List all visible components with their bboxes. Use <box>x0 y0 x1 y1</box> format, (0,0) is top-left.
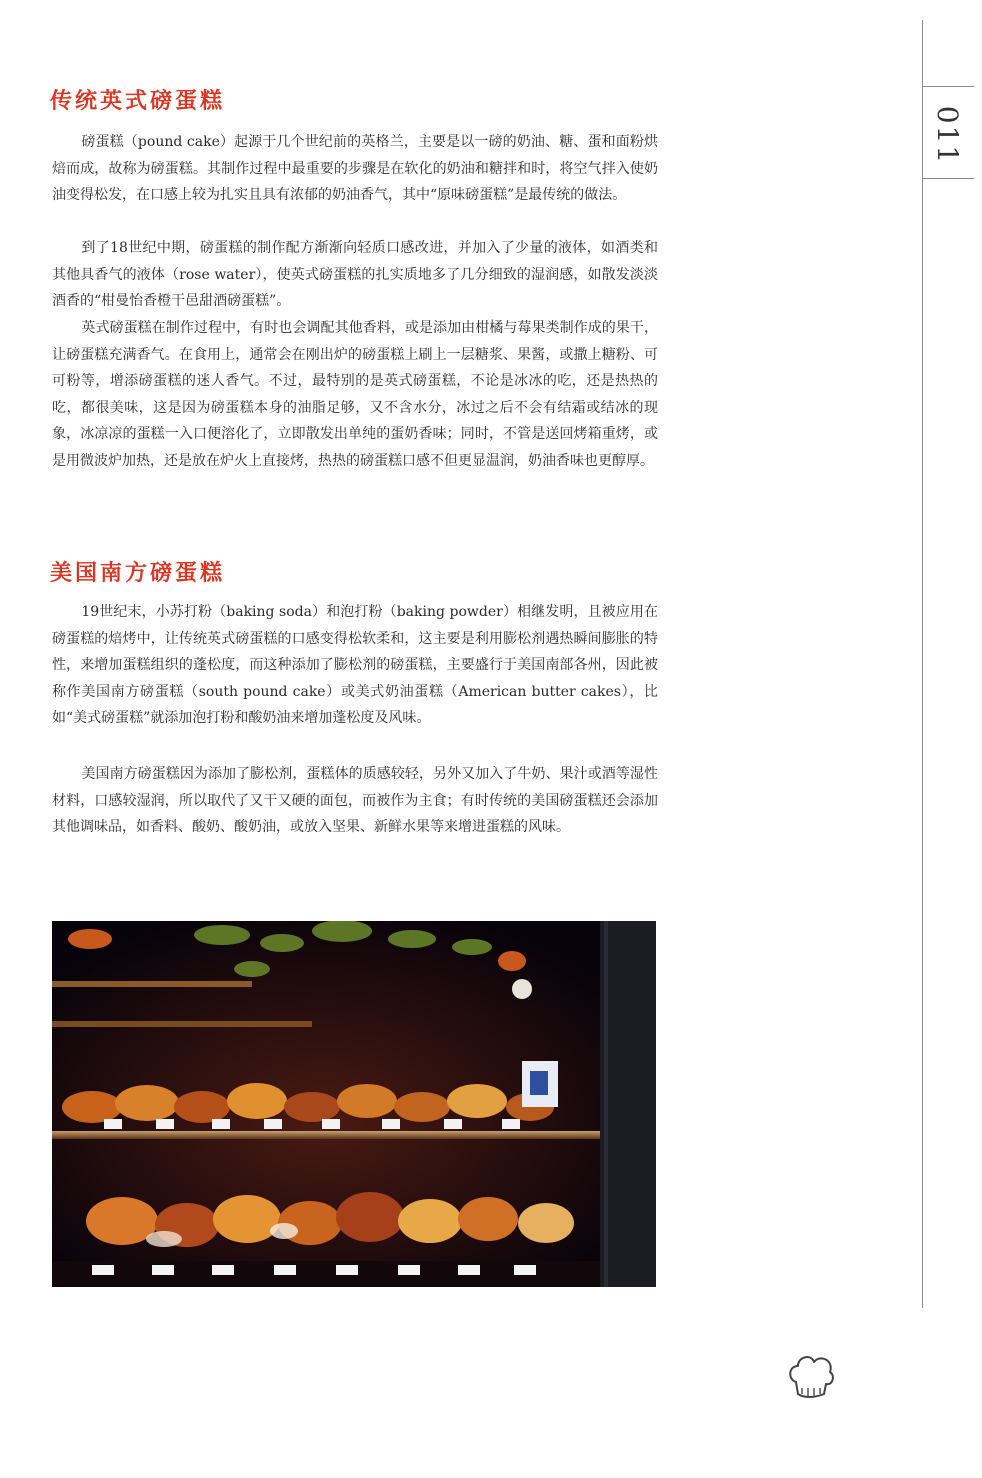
paragraph-4: 19世纪末，小苏打粉（baking soda）和泡打粉（baking powder）相继发明，且被应用在磅蛋糕的焙烤中，让传统英式磅蛋糕的口感变得松软柔和，这主要是利用膨松剂遇热瞬间膨胀的特性，来增加蛋糕组织的蓬松度，而这种添加了膨松剂的磅蛋糕，主要盛行于美国南部各州，因此被称作美国南方磅蛋糕（south pound cake）或美式奶油蛋糕（American butter cakes），比如“美式磅蛋糕”就添加泡打粉和酸奶油来增加蓬松度及风味。 <box>52 604 658 727</box>
paragraph-1: 磅蛋糕（pound cake）起源于几个世纪前的英格兰，主要是以一磅的奶油、糖、蛋和面粉烘焙而成，故称为磅蛋糕。其制作过程中最重要的步骤是在软化的奶油和糖拌和时，将空气拌入使奶油变得松发，在口感上较为扎实且具有浓郁的奶油香气，其中“原味磅蛋糕”是最传统的做法。 <box>52 134 658 204</box>
paragraph-3: 英式磅蛋糕在制作过程中，有时也会调配其他香料，或是添加由柑橘与莓果类制作成的果干，让磅蛋糕充满香气。在食用上，通常会在刚出炉的磅蛋糕上刷上一层糖浆、果酱，或撒上糖粉、可可粉等，增添磅蛋糕的迷人香气。不过，最特别的是英式磅蛋糕，不论是冰冰的吃，还是热热的吃，都很美味，这是因为磅蛋糕本身的油脂足够，又不含水分，冰过之后不会有结霜或结冰的现象，冰凉凉的蛋糕一入口便溶化了，立即散发出单纯的蛋奶香味；同时，不管是送回烤箱重烤，或是用微波炉加热，还是放在炉火上直接烤，热热的磅蛋糕口感不但更显温润，奶油香味也更醇厚。 <box>52 320 658 469</box>
section-title-traditional-english: 传统英式磅蛋糕 <box>50 89 226 114</box>
section-title-american-southern: 美国南方磅蛋糕 <box>50 561 226 586</box>
margin-rule-bottom <box>922 178 974 179</box>
bakery-window-photo <box>52 921 656 1287</box>
paragraph-2: 到了18世纪中期，磅蛋糕的制作配方渐渐向轻质口感改进，并加入了少量的液体，如酒类和其他具香气的液体（rose water），使英式磅蛋糕的扎实质地多了几分细致的湿润感，如散发淡淡酒香的“柑曼怡香橙干邑甜酒磅蛋糕”。 <box>52 240 658 310</box>
paragraph-5: 美国南方磅蛋糕因为添加了膨松剂，蛋糕体的质感较轻，另外又加入了牛奶、果汁或酒等湿性材料，口感较湿润，所以取代了又干又硬的面包，而被作为主食；有时传统的美国磅蛋糕还会添加其他调味品，如香料、酸奶、酸奶油，或放入坚果、新鲜水果等来增进蛋糕的风味。 <box>52 766 658 836</box>
chef-hat-icon <box>786 1352 836 1404</box>
margin-rule-vertical <box>922 20 923 1308</box>
margin-rule-top <box>922 86 974 87</box>
page-number: 011 <box>931 105 965 165</box>
